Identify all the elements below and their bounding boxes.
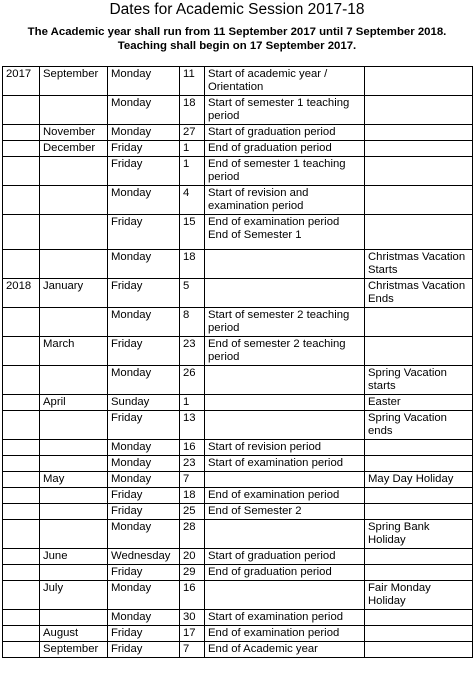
year-cell [3, 456, 40, 472]
month-cell [40, 186, 108, 215]
holiday-cell: Christmas Vacation Ends [365, 279, 473, 308]
table-row [3, 157, 473, 186]
year-cell [3, 395, 40, 411]
year-cell: 2017 [3, 67, 40, 96]
day-cell: Monday [108, 472, 180, 488]
year-cell [3, 125, 40, 141]
table-row [3, 581, 473, 610]
table-row [3, 279, 473, 308]
table-row [3, 626, 473, 642]
month-cell: January [40, 279, 108, 308]
day-cell: Sunday [108, 395, 180, 411]
date-cell: 30 [180, 610, 205, 626]
event-cell: End of examination period [205, 626, 365, 642]
holiday-cell [365, 308, 473, 337]
year-cell [3, 141, 40, 157]
month-cell: September [40, 67, 108, 96]
year-cell [3, 504, 40, 520]
table-row [3, 411, 473, 440]
holiday-cell [365, 642, 473, 658]
table-row [3, 440, 473, 456]
date-cell: 16 [180, 440, 205, 456]
holiday-cell [365, 456, 473, 472]
day-cell: Monday [108, 125, 180, 141]
event-cell: End of semester 1 teaching period [205, 157, 365, 186]
event-cell: Start of revision and examination period [205, 186, 365, 215]
holiday-cell [365, 215, 473, 250]
date-cell: 23 [180, 337, 205, 366]
table-row [3, 215, 473, 250]
year-cell [3, 96, 40, 125]
date-cell: 1 [180, 395, 205, 411]
month-cell [40, 488, 108, 504]
event-cell: Start of graduation period [205, 125, 365, 141]
event-cell [205, 366, 365, 395]
holiday-cell [365, 96, 473, 125]
date-cell: 15 [180, 215, 205, 250]
year-cell [3, 626, 40, 642]
month-cell: April [40, 395, 108, 411]
event-cell: Start of revision period [205, 440, 365, 456]
day-cell: Friday [108, 626, 180, 642]
day-cell: Friday [108, 488, 180, 504]
holiday-cell [365, 141, 473, 157]
date-cell: 29 [180, 565, 205, 581]
dates-table-body [3, 67, 473, 658]
event-cell: End of Semester 2 [205, 504, 365, 520]
month-cell: March [40, 337, 108, 366]
event-cell: Start of semester 1 teaching period [205, 96, 365, 125]
year-cell: 2018 [3, 279, 40, 308]
year-cell [3, 549, 40, 565]
intro-line-1: The Academic year shall run from 11 September 2017 until 7 September 2018. [27, 26, 447, 38]
table-row [3, 67, 473, 96]
holiday-cell: Spring Bank Holiday [365, 520, 473, 549]
table-row [3, 610, 473, 626]
day-cell: Wednesday [108, 549, 180, 565]
month-cell [40, 520, 108, 549]
month-cell: July [40, 581, 108, 610]
table-row [3, 125, 473, 141]
month-cell: June [40, 549, 108, 565]
event-cell [205, 395, 365, 411]
event-cell [205, 472, 365, 488]
day-cell: Monday [108, 308, 180, 337]
month-cell [40, 565, 108, 581]
year-cell [3, 337, 40, 366]
event-cell: End of semester 2 teaching period [205, 337, 365, 366]
month-cell: November [40, 125, 108, 141]
event-cell: Start of examination period [205, 610, 365, 626]
date-cell: 13 [180, 411, 205, 440]
table-row [3, 395, 473, 411]
month-cell: December [40, 141, 108, 157]
event-cell: End of graduation period [205, 565, 365, 581]
day-cell: Monday [108, 610, 180, 626]
month-cell [40, 250, 108, 279]
table-row [3, 250, 473, 279]
date-cell: 17 [180, 626, 205, 642]
month-cell: August [40, 626, 108, 642]
year-cell [3, 565, 40, 581]
month-cell: May [40, 472, 108, 488]
table-row [3, 472, 473, 488]
year-cell [3, 250, 40, 279]
event-cell [205, 520, 365, 549]
date-cell: 23 [180, 456, 205, 472]
month-cell [40, 96, 108, 125]
holiday-cell [365, 488, 473, 504]
year-cell [3, 581, 40, 610]
table-row [3, 520, 473, 549]
day-cell: Monday [108, 440, 180, 456]
table-row [3, 96, 473, 125]
event-cell: End of Academic year [205, 642, 365, 658]
date-cell: 7 [180, 472, 205, 488]
year-cell [3, 186, 40, 215]
holiday-cell [365, 157, 473, 186]
date-cell: 16 [180, 581, 205, 610]
holiday-cell [365, 186, 473, 215]
day-cell: Friday [108, 141, 180, 157]
event-cell: End of examination period End of Semester 1 [205, 215, 365, 250]
date-cell: 1 [180, 141, 205, 157]
date-cell: 1 [180, 157, 205, 186]
table-row [3, 642, 473, 658]
month-cell: September [40, 642, 108, 658]
year-cell [3, 308, 40, 337]
event-cell: Start of academic year / Orientation [205, 67, 365, 96]
date-cell: 27 [180, 125, 205, 141]
month-cell [40, 215, 108, 250]
month-cell [40, 610, 108, 626]
event-cell: Start of semester 2 teaching period [205, 308, 365, 337]
table-row [3, 549, 473, 565]
holiday-cell [365, 440, 473, 456]
event-cell: End of examination period [205, 488, 365, 504]
day-cell: Monday [108, 456, 180, 472]
date-cell: 4 [180, 186, 205, 215]
month-cell [40, 440, 108, 456]
holiday-cell: May Day Holiday [365, 472, 473, 488]
date-cell: 28 [180, 520, 205, 549]
holiday-cell: Christmas Vacation Starts [365, 250, 473, 279]
holiday-cell: Spring Vacation starts [365, 366, 473, 395]
year-cell [3, 520, 40, 549]
table-row [3, 308, 473, 337]
year-cell [3, 411, 40, 440]
date-cell: 18 [180, 96, 205, 125]
day-cell: Monday [108, 581, 180, 610]
holiday-cell [365, 626, 473, 642]
day-cell: Friday [108, 157, 180, 186]
month-cell [40, 157, 108, 186]
day-cell: Friday [108, 504, 180, 520]
year-cell [3, 642, 40, 658]
day-cell: Friday [108, 215, 180, 250]
date-cell: 25 [180, 504, 205, 520]
month-cell [40, 366, 108, 395]
holiday-cell [365, 67, 473, 96]
year-cell [3, 472, 40, 488]
day-cell: Monday [108, 250, 180, 279]
day-cell: Friday [108, 642, 180, 658]
event-cell [205, 250, 365, 279]
day-cell: Monday [108, 366, 180, 395]
date-cell: 7 [180, 642, 205, 658]
event-cell [205, 411, 365, 440]
event-cell: Start of graduation period [205, 549, 365, 565]
date-cell: 8 [180, 308, 205, 337]
month-cell [40, 504, 108, 520]
table-row [3, 504, 473, 520]
month-cell [40, 411, 108, 440]
day-cell: Friday [108, 337, 180, 366]
holiday-cell [365, 337, 473, 366]
academic-dates-table [2, 66, 473, 658]
event-cell [205, 581, 365, 610]
day-cell: Friday [108, 411, 180, 440]
table-row [3, 141, 473, 157]
year-cell [3, 215, 40, 250]
date-cell: 11 [180, 67, 205, 96]
holiday-cell: Fair Monday Holiday [365, 581, 473, 610]
date-cell: 26 [180, 366, 205, 395]
holiday-cell [365, 504, 473, 520]
event-cell: Start of examination period [205, 456, 365, 472]
year-cell [3, 440, 40, 456]
year-cell [3, 610, 40, 626]
table-row [3, 186, 473, 215]
day-cell: Monday [108, 96, 180, 125]
table-row [3, 488, 473, 504]
day-cell: Monday [108, 186, 180, 215]
table-row [3, 337, 473, 366]
day-cell: Friday [108, 279, 180, 308]
day-cell: Friday [108, 565, 180, 581]
page-title: Dates for Academic Session 2017-18 [109, 1, 365, 18]
holiday-cell: Easter [365, 395, 473, 411]
holiday-cell [365, 565, 473, 581]
table-row [3, 366, 473, 395]
date-cell: 18 [180, 488, 205, 504]
holiday-cell [365, 549, 473, 565]
holiday-cell [365, 125, 473, 141]
year-cell [3, 366, 40, 395]
date-cell: 5 [180, 279, 205, 308]
intro-line-2: Teaching shall begin on 17 September 2017. [117, 39, 357, 52]
event-cell [205, 279, 365, 308]
date-cell: 18 [180, 250, 205, 279]
date-cell: 20 [180, 549, 205, 565]
table-row [3, 456, 473, 472]
table-row [3, 565, 473, 581]
holiday-cell: Spring Vacation ends [365, 411, 473, 440]
year-cell [3, 157, 40, 186]
intro-text [0, 26, 474, 53]
holiday-cell [365, 610, 473, 626]
year-cell [3, 488, 40, 504]
month-cell [40, 308, 108, 337]
day-cell: Monday [108, 520, 180, 549]
month-cell [40, 456, 108, 472]
event-cell: End of graduation period [205, 141, 365, 157]
day-cell: Monday [108, 67, 180, 96]
